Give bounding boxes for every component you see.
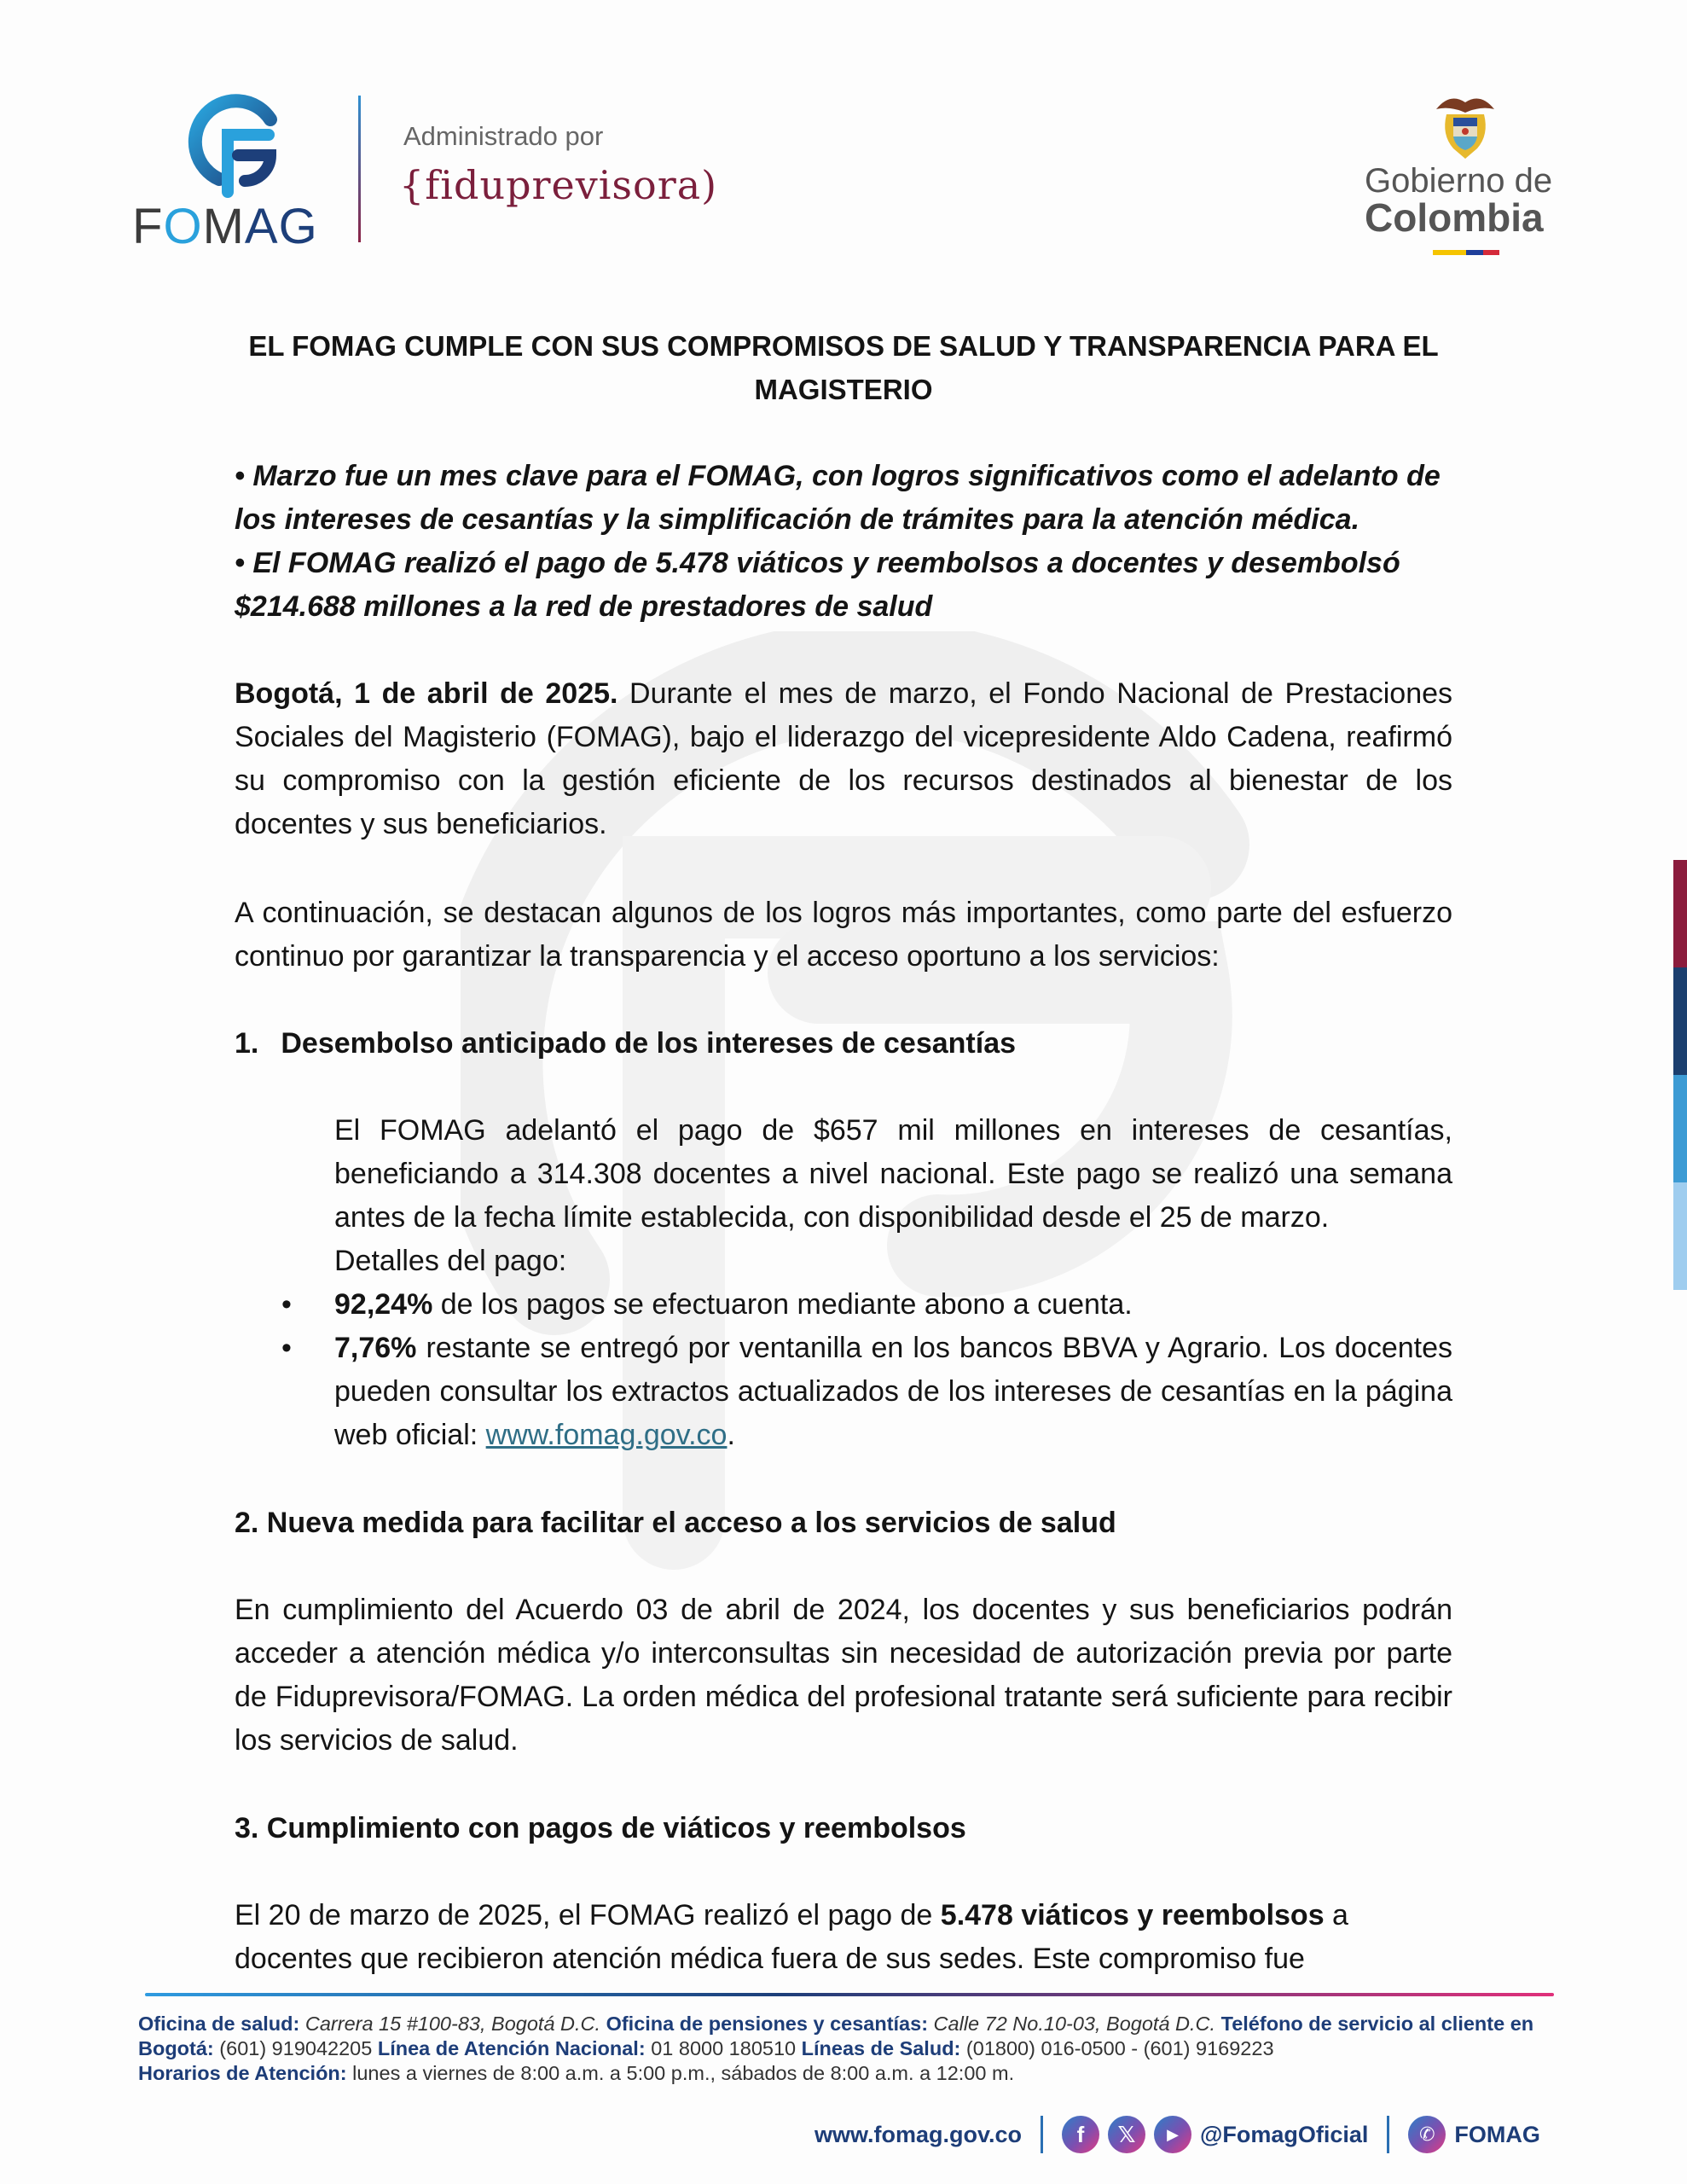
highlight-item: • El FOMAG realizó el pago de 5.478 viáticos y reembolsos a docentes y desembolsó $214.688 millones a la red de prestadores de salud: [235, 547, 1400, 623]
x-icon[interactable]: 𝕏: [1108, 2116, 1145, 2153]
health-lines-value: (01800) 016-0500 - (601) 9169223: [960, 2037, 1274, 2059]
percentage-value: 92,24%: [334, 1288, 433, 1321]
highlight-item: • Marzo fue un mes clave para el FOMAG, con logros significativos como el adelanto de los intereses de cesantías y la simplificación de trámites para la atención médica.: [235, 460, 1441, 536]
footer-contact-info: [138, 2012, 1562, 2086]
payment-details-list: [281, 1283, 1452, 1457]
hours-value: lunes a viernes de 8:00 a.m. a 5:00 p.m., sábados de 8:00 a.m. a 12:00 m.: [346, 2062, 1015, 2084]
section-3-heading: 3. Cumplimiento con pagos de viáticos y reembolsos: [235, 1812, 966, 1844]
intro-paragraph: [235, 672, 1452, 846]
pensions-office-address: Calle 72 No.10-03, Bogotá D.C.: [928, 2013, 1216, 2035]
footer-divider: [145, 1993, 1554, 1996]
bullet-text: de los pagos se efectuaron mediante abono a cuenta.: [432, 1288, 1133, 1321]
gobierno-de-label: Gobierno de: [1365, 162, 1553, 200]
fomag-website-link[interactable]: www.fomag.gov.co: [485, 1419, 728, 1451]
colombia-flag-bar: [1433, 250, 1499, 255]
phone-value: (601) 919042205: [213, 2037, 373, 2059]
phone-label: Teléfono de servicio al cliente en Bogotá:: [138, 2013, 1534, 2059]
footer-website-link[interactable]: www.fomag.gov.co: [815, 2121, 1023, 2147]
page-title: [235, 324, 1452, 411]
whatsapp-icon[interactable]: ✆: [1408, 2116, 1446, 2153]
bullet-icon: •: [281, 1332, 292, 1364]
health-office-label: Oficina de salud:: [138, 2013, 300, 2035]
section-2-heading: 2. Nueva medida para facilitar el acceso a los servicios de salud: [235, 1507, 1116, 1539]
title-line-2: MAGISTERIO: [754, 374, 933, 405]
section-2-paragraph: En cumplimiento del Acuerdo 03 de abril de 2024, los docentes y sus beneficiarios podrán acceder a atención médica y/o interconsultas sin necesidad de autorización previa por parte de Fiduprevisora/FOMAG. La orden médica del profesional tratante será suficiente para recibir los servicios de salud.: [235, 1594, 1452, 1757]
hours-label: Horarios de Atención:: [138, 2062, 347, 2084]
section-1-paragraph: El FOMAG adelantó el pago de $657 mil millones en intereses de cesantías, beneficiando a 314.308 docentes a nivel nacional. Este pago se realizó una semana antes de la fecha límite establecida, con disponibilidad desde el 25 de marzo.: [334, 1114, 1452, 1234]
pensions-office-label: Oficina de pensiones y cesantías:: [600, 2013, 929, 2035]
health-office-address: Carrera 15 #100-83, Bogotá D.C.: [299, 2013, 601, 2035]
footer-social-row: [815, 2113, 1540, 2156]
fomag-wordmark: FOMAG: [132, 199, 318, 254]
footer-separator: [1041, 2116, 1043, 2153]
header-divider: [358, 96, 361, 242]
administered-by-label: Administrado por: [403, 121, 604, 151]
section-3-text: El 20 de marzo de 2025, el FOMAG realizó el pago de: [235, 1899, 941, 1931]
fomag-g-logo-icon: [185, 94, 287, 200]
side-color-strip: [1673, 860, 1687, 1290]
bullet-icon: •: [281, 1288, 292, 1321]
dateline: Bogotá, 1 de abril de 2025.: [235, 677, 618, 710]
list-item: [281, 1283, 1452, 1327]
facebook-icon[interactable]: f: [1062, 2116, 1099, 2153]
colombia-coat-of-arms-icon: [1433, 90, 1498, 162]
lead-paragraph: A continuación, se destacan algunos de los logros más importantes, como parte del esfuerzo continuo por garantizar la transparencia y el acceso oportuno a los servicios:: [235, 897, 1452, 973]
title-line-1: EL FOMAG CUMPLE CON SUS COMPROMISOS DE SALUD Y TRANSPARENCIA PARA EL: [248, 330, 1439, 362]
fomag-logo: [132, 94, 328, 254]
health-lines-label: Líneas de Salud:: [796, 2037, 961, 2059]
percentage-value: 7,76%: [334, 1332, 417, 1364]
colombia-label: Colombia: [1365, 195, 1544, 240]
section-3-text-end: a docentes que recibieron atención médica fuera de sus sedes. Este compromiso fue: [235, 1899, 1348, 1975]
footer-separator: [1387, 2116, 1389, 2153]
section-3-bold: 5.478 viáticos y reembolsos: [940, 1899, 1325, 1931]
section-1-title: Desembolso anticipado de los intereses de cesantías: [281, 1027, 1017, 1060]
youtube-icon[interactable]: ▶: [1154, 2116, 1191, 2153]
payment-details-label: Detalles del pago:: [334, 1245, 567, 1277]
bullet-text: restante se entregó por ventanilla en los bancos BBVA y Agrario. Los docentes pueden consultar los extractos actualizados de los intereses de cesantías en la página web oficial:: [334, 1332, 1452, 1451]
national-line-value: 01 8000 180510: [645, 2037, 797, 2059]
social-handle[interactable]: @FomagOficial: [1200, 2121, 1369, 2147]
section-1-heading: [235, 1022, 1016, 1066]
national-line-label: Línea de Atención Nacional:: [372, 2037, 646, 2059]
fiduprevisora-logo: {fiduprevisora): [399, 162, 718, 208]
highlights-block: [235, 455, 1452, 629]
bullet-text-end: .: [727, 1419, 735, 1451]
list-item: [281, 1327, 1452, 1457]
whatsapp-label[interactable]: FOMAG: [1454, 2121, 1540, 2147]
intro-text: Durante el mes de marzo, el Fondo Nacional de Prestaciones Sociales del Magisterio (FOMAG), bajo el liderazgo del vicepresidente Aldo Cadena, reafirmó su compromiso con la gestión eficiente de los recursos destinados al bienestar de los docentes y sus beneficiarios.: [235, 677, 1453, 840]
section-3-paragraph: [235, 1894, 1452, 1981]
section-1-number: 1.: [235, 1027, 259, 1060]
